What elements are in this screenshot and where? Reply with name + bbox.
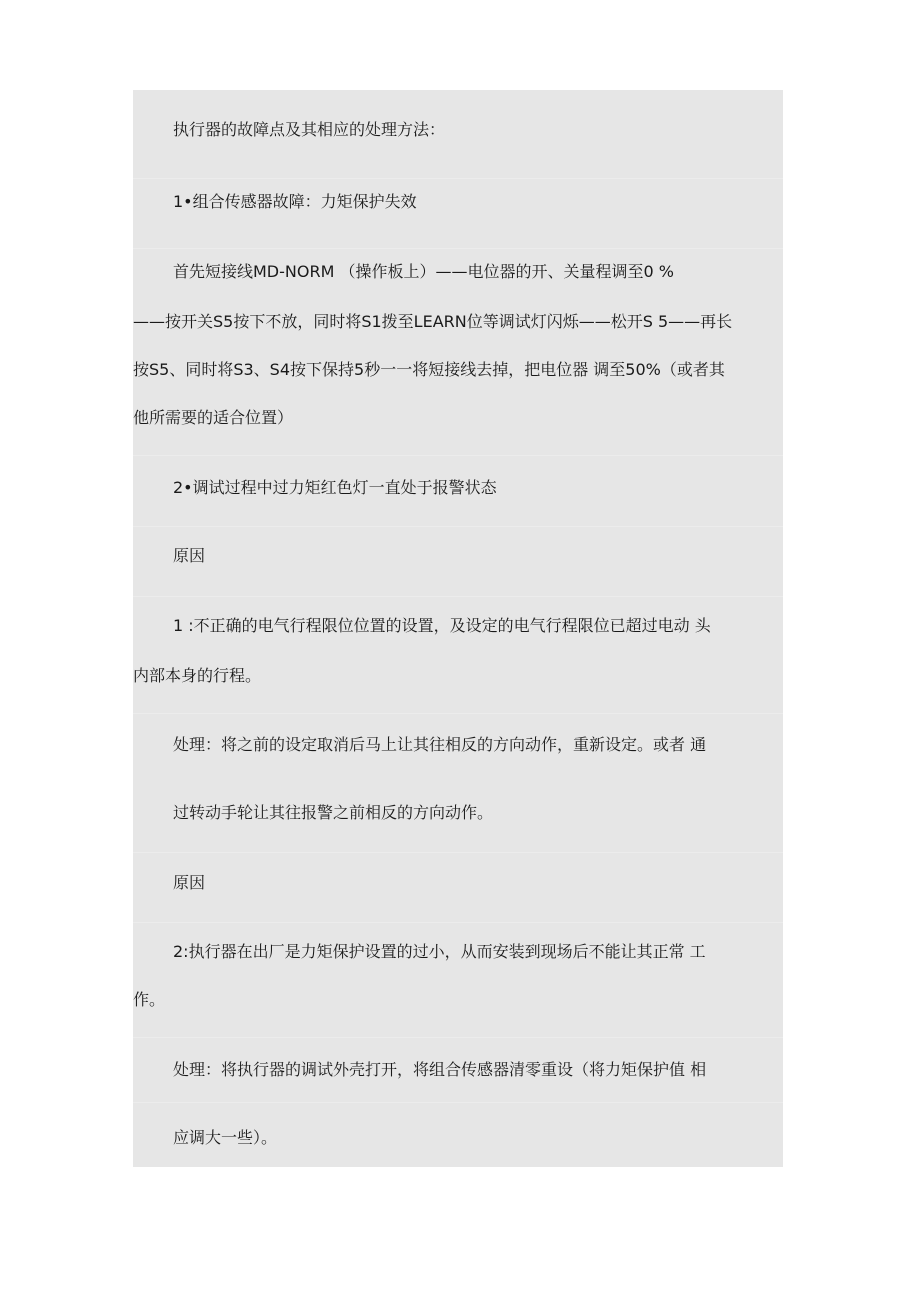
fix-2-line-2: 应调大一些）。	[173, 1128, 278, 1147]
separator	[133, 713, 783, 714]
fix-1-line-2: 过转动手轮让其往报警之前相反的方向动作。	[173, 803, 494, 822]
section1-title: 1•组合传感器故障：力矩保护失效	[173, 192, 417, 211]
separator	[133, 455, 783, 456]
separator	[133, 526, 783, 527]
cause-1-line-1: 1 :不正确的电气行程限位位置的设置，及设定的电气行程限位已超过电动 头	[173, 616, 711, 635]
separator	[133, 596, 783, 597]
separator	[133, 178, 783, 179]
cause-label-2: 原因	[173, 873, 206, 892]
separator	[133, 248, 783, 249]
separator	[133, 852, 783, 853]
section1-step-line-3: 按S5、同时将S3、S4按下保持5秒一一将短接线去掉，把电位器 调至50%（或者其	[133, 360, 725, 379]
section1-step-line-4: 他所需要的适合位置）	[133, 408, 294, 427]
section2-title: 2•调试过程中过力矩红色灯一直处于报警状态	[173, 478, 497, 497]
document-panel	[133, 90, 783, 1167]
document-heading: 执行器的故障点及其相应的处理方法：	[173, 120, 446, 139]
separator	[133, 922, 783, 923]
fix-1-line-1: 处理：将之前的设定取消后马上让其往相反的方向动作，重新设定。或者 通	[173, 735, 707, 754]
cause-2-line-2: 作。	[133, 990, 166, 1009]
fix-2-line-1: 处理：将执行器的调试外壳打开，将组合传感器清零重设（将力矩保护值 相	[173, 1060, 707, 1079]
cause-label-1: 原因	[173, 546, 206, 565]
cause-2-line-1: 2:执行器在出厂是力矩保护设置的过小，从而安装到现场后不能让其正常 工	[173, 942, 706, 961]
section1-step-line-1: 首先短接线MD-NORM （操作板上）——电位器的开、关量程调至0 %	[173, 262, 674, 281]
section1-step-line-2: ——按开关S5按下不放，同时将S1拨至LEARN位等调试灯闪烁——松开S 5——再长	[133, 312, 733, 331]
separator	[133, 1102, 783, 1103]
separator	[133, 1037, 783, 1038]
cause-1-line-2: 内部本身的行程。	[133, 666, 262, 685]
